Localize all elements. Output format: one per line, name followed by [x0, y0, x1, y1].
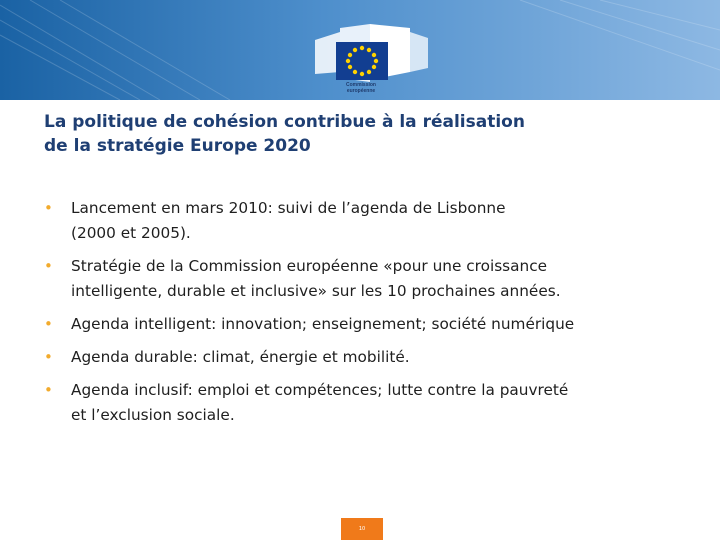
slide-title-line-2: de la stratégie Europe 2020	[44, 136, 311, 156]
bullet-dot-icon: •	[44, 257, 53, 275]
bullet-text-line-2: (2000 et 2005).	[71, 224, 191, 242]
header-banner	[0, 0, 720, 100]
slide-title	[44, 110, 664, 158]
bullet-text-line-2: et l’exclusion sociale.	[71, 406, 235, 424]
logo-text	[336, 82, 386, 94]
bullet-text-line-1: Agenda inclusif: emploi et compétences; lutte contre la pauvreté	[71, 381, 569, 399]
logo-text-line-1: Commission	[345, 82, 376, 88]
bullet-list	[44, 196, 694, 436]
bullet-text-line-1: Agenda intelligent: innovation; enseignement; société numérique	[71, 315, 575, 333]
bullet-text-line-1: Lancement en mars 2010: suivi de l’agenda de Lisbonne	[71, 199, 506, 217]
bullet-item	[44, 312, 694, 337]
bullet-item	[44, 378, 694, 428]
bullet-dot-icon: •	[44, 199, 53, 217]
bullet-item	[44, 254, 694, 304]
bullet-item	[44, 196, 694, 246]
logo-text-line-2: européenne	[346, 88, 376, 94]
bullet-text-line-2: intelligente, durable et inclusive» sur les 10 prochaines années.	[71, 282, 561, 300]
bullet-text-line-1: Agenda durable: climat, énergie et mobilité.	[71, 348, 410, 366]
page-number-badge: 10	[341, 518, 383, 540]
slide-title-line-1: La politique de cohésion contribue à la réalisation	[44, 112, 525, 132]
bullet-dot-icon: •	[44, 381, 53, 399]
bullet-dot-icon: •	[44, 348, 53, 366]
bullet-item	[44, 345, 694, 370]
bullet-dot-icon: •	[44, 315, 53, 333]
bullet-text-line-1: Stratégie de la Commission européenne «pour une croissance	[71, 257, 548, 275]
